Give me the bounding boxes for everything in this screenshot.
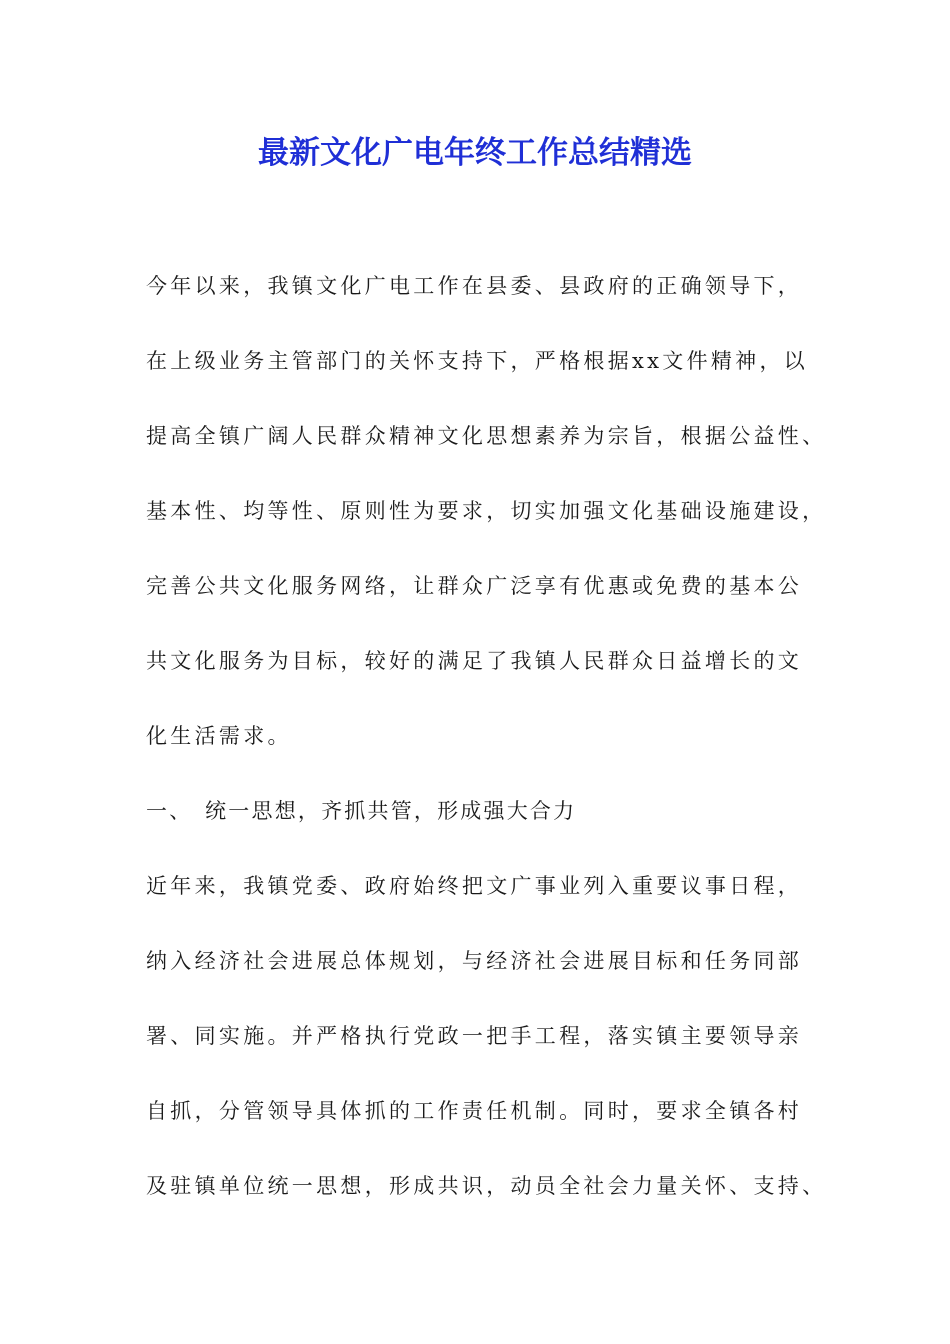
document-title: 最新文化广电年终工作总结精选 [258,135,692,171]
document-body [146,262,836,1237]
paragraph-line: 今年以来，我镇文化广电工作在县委、县政府的正确领导下， [146,274,803,298]
section-heading: 一、 统一思想，齐抓共管，形成强大合力 [146,799,577,823]
paragraph-line: 化生活需求。 [146,724,292,748]
paragraph-line: 在上级业务主管部门的关怀支持下，严格根据xx文件精神，以 [146,349,809,373]
paragraph-line: 近年来，我镇党委、政府始终把文广事业列入重要议事日程， [146,874,803,898]
paragraph-line: 纳入经济社会进展总体规划，与经济社会进展目标和任务同部 [146,949,803,973]
paragraph-line: 共文化服务为目标，较好的满足了我镇人民群众日益增长的文 [146,649,803,673]
paragraph-line: 署、同实施。并严格执行党政一把手工程，落实镇主要领导亲 [146,1024,803,1048]
paragraph-line: 自抓，分管领导具体抓的工作责任机制。同时，要求全镇各村 [146,1099,803,1123]
paragraph-line: 基本性、均等性、原则性为要求，切实加强文化基础设施建设， [146,499,827,523]
paragraph-line: 提高全镇广阔人民群众精神文化思想素养为宗旨，根据公益性、 [146,424,827,448]
paragraph-line: 完善公共文化服务网络，让群众广泛享有优惠或免费的基本公 [146,574,803,598]
paragraph-line: 及驻镇单位统一思想，形成共识，动员全社会力量关怀、支持、 [146,1174,827,1198]
